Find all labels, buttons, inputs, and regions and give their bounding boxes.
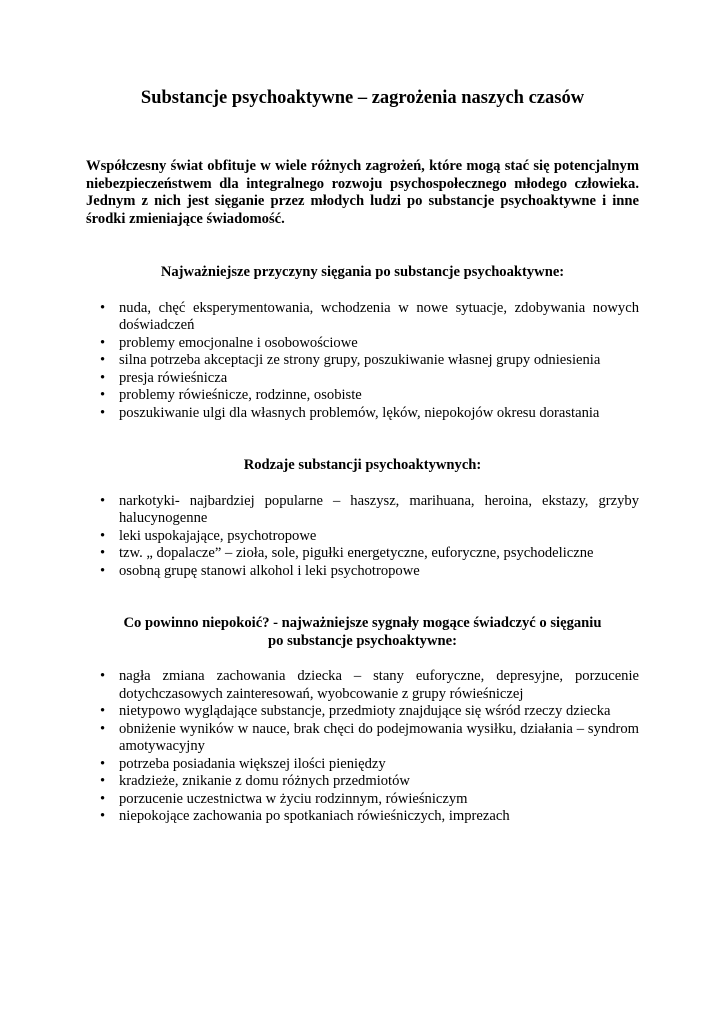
list-item-text: tzw. „ dopalacze” – zioła, sole, pigułki energetyczne, euforyczne, psychodeliczne xyxy=(119,545,594,561)
bullet-icon: • xyxy=(100,773,106,789)
list-item xyxy=(86,335,639,353)
list-item xyxy=(86,721,639,756)
list-item xyxy=(86,405,639,423)
list-item-text: niepokojące zachowania po spotkaniach rówieśniczych, imprezach xyxy=(119,808,510,824)
list-item-text: nietypowo wyglądające substancje, przedmioty znajdujące się wśród rzeczy dziecka xyxy=(119,703,611,719)
list-item-text: nagła zmiana zachowania dziecka – stany euforyczne, depresyjne, porzucenie dotychczasowych zainteresowań, wyobcowanie z grupy rówieśniczej xyxy=(119,668,639,702)
bullet-icon: • xyxy=(100,527,106,544)
list-item-text: poszukiwanie ulgi dla własnych problemów, lęków, niepokojów okresu dorastania xyxy=(119,404,600,421)
intro-paragraph: Współczesny świat obfituje w wiele różnych zagrożeń, które mogą stać się potencjalnym niebezpieczeństwem dla integralnego rozwoju psychospołecznego młodego człowieka. Jednym z nich jest sięganie przez młodych ludzi po substancje psychoaktywne i inne środki zmieniające świadomość. xyxy=(86,158,639,227)
bullet-icon: • xyxy=(100,369,106,386)
document-title: Substancje psychoaktywne – zagrożenia naszych czasów xyxy=(140,88,585,108)
bullet-icon: • xyxy=(100,352,106,368)
list-item-text: nuda, chęć eksperymentowania, wchodzenia w nowe sytuacje, zdobywania nowych doświadczeń xyxy=(119,299,639,333)
list-item-text: presja rówieśnicza xyxy=(119,369,228,386)
bullet-icon: • xyxy=(100,334,106,351)
list-item xyxy=(86,493,639,528)
list-item-text: narkotyki- najbardziej popularne – haszysz, marihuana, heroina, ekstazy, grzyby halucynogenne xyxy=(119,492,639,526)
bullet-icon: • xyxy=(100,404,106,421)
bullet-icon: • xyxy=(100,703,106,719)
list-item xyxy=(86,808,639,826)
list-item-text: problemy emocjonalne i osobowościowe xyxy=(119,334,358,351)
list-item-text: leki uspokajające, psychotropowe xyxy=(119,527,317,544)
list-item xyxy=(86,528,639,546)
list-item-text: silna potrzeba akceptacji ze strony grupy, poszukiwanie własnej grupy odniesienia xyxy=(119,352,601,368)
list-item xyxy=(86,668,639,703)
list-item xyxy=(86,370,639,388)
list-item-text: potrzeba posiadania większej ilości pieniędzy xyxy=(119,755,386,772)
bullet-icon: • xyxy=(100,492,106,509)
list-item-text: problemy rówieśnicze, rodzinne, osobiste xyxy=(119,387,362,403)
bullet-icon: • xyxy=(100,808,106,824)
list-item-text: osobną grupę stanowi alkohol i leki psychotropowe xyxy=(119,562,420,579)
bullet-icon: • xyxy=(100,387,106,403)
causes-heading: Najważniejsze przyczyny sięgania po substancje psychoaktywne: xyxy=(160,264,565,280)
list-item xyxy=(86,791,639,809)
list-item-text: porzucenie uczestnictwa w życiu rodzinnym, rówieśniczym xyxy=(119,790,468,807)
causes-list xyxy=(86,300,639,423)
list-item xyxy=(86,545,639,563)
list-item-text: kradzieże, znikanie z domu różnych przedmiotów xyxy=(119,773,410,789)
signals-heading xyxy=(86,615,639,650)
types-list xyxy=(86,493,639,581)
list-item-text: obniżenie wyników w nauce, brak chęci do podejmowania wysiłku, działania – syndrom amotywacyjny xyxy=(119,720,639,754)
signals-heading-line-1: Co powinno niepokoić? - najważniejsze sygnały mogące świadczyć o sięganiu xyxy=(123,615,602,631)
bullet-icon: • xyxy=(100,299,106,316)
bullet-icon: • xyxy=(100,562,106,579)
bullet-icon: • xyxy=(100,668,106,684)
bullet-icon: • xyxy=(100,545,106,561)
bullet-icon: • xyxy=(100,720,106,737)
signals-list xyxy=(86,668,639,826)
list-item xyxy=(86,703,639,721)
bullet-icon: • xyxy=(100,790,106,807)
signals-heading-line-2: po substancje psychoaktywne: xyxy=(268,632,457,649)
list-item xyxy=(86,387,639,405)
list-item xyxy=(86,563,639,581)
list-item xyxy=(86,756,639,774)
list-item xyxy=(86,352,639,370)
list-item xyxy=(86,773,639,791)
types-heading: Rodzaje substancji psychoaktywnych: xyxy=(243,457,482,473)
bullet-icon: • xyxy=(100,755,106,772)
list-item xyxy=(86,300,639,335)
